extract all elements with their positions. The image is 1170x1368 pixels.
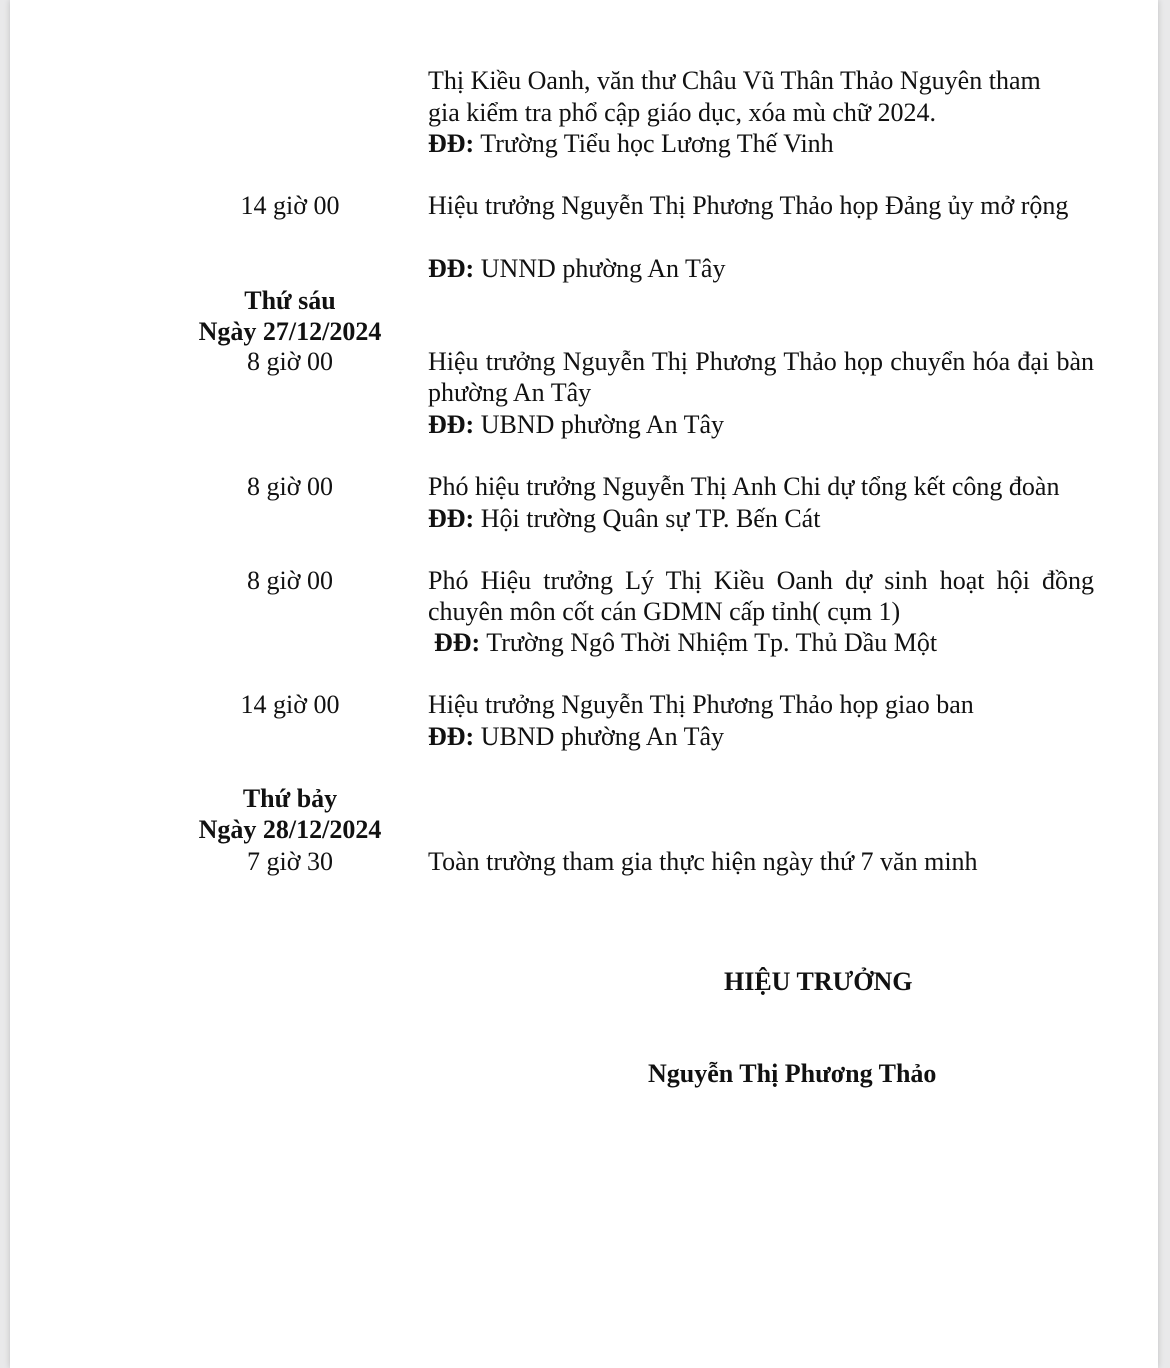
location-label: ĐĐ: xyxy=(428,129,475,158)
event-location xyxy=(428,409,724,440)
event-time: 8 giờ 00 xyxy=(247,566,333,595)
event-location xyxy=(428,253,725,284)
location-text: UBND phường An Tây xyxy=(480,722,725,751)
location-text: Trường Ngô Thời Nhiệm Tp. Thủ Dầu Một xyxy=(486,628,938,657)
event-location xyxy=(428,503,820,534)
location-label: ĐĐ: xyxy=(434,628,481,657)
intro-line-1: Thị Kiều Oanh, văn thư Châu Vũ Thân Thảo Nguyên tham xyxy=(428,66,1041,95)
day-weekday: Thứ sáu xyxy=(244,286,336,315)
location-label: ĐĐ: xyxy=(428,504,475,533)
intro-line-2: gia kiểm tra phổ cập giáo dục, xóa mù chữ 2024. xyxy=(428,98,936,127)
location-text: UNND phường An Tây xyxy=(480,254,726,283)
document-page xyxy=(10,0,1158,1368)
event-time: 8 giờ 00 xyxy=(247,347,333,376)
event-description: Hiệu trưởng Nguyễn Thị Phương Thảo họp giao ban xyxy=(428,690,974,719)
signature-title: HIỆU TRƯỞNG xyxy=(724,967,913,996)
day-date: Ngày 27/12/2024 xyxy=(198,317,382,346)
event-time: 14 giờ 00 xyxy=(240,191,340,220)
intro-location xyxy=(428,128,834,159)
event-time: 8 giờ 00 xyxy=(247,472,333,501)
event-description: Phó hiệu trưởng Nguyễn Thị Anh Chi dự tổng kết công đoàn xyxy=(428,472,1060,501)
location-text: Hội trường Quân sự TP. Bến Cát xyxy=(480,504,821,533)
day-date: Ngày 28/12/2024 xyxy=(198,815,382,844)
event-description: Hiệu trưởng Nguyễn Thị Phương Thảo họp chuyển hóa đại bàn phường An Tây xyxy=(428,347,1094,407)
event-location xyxy=(428,721,724,752)
location-label: ĐĐ: xyxy=(428,722,475,751)
event-description: Phó Hiệu trưởng Lý Thị Kiều Oanh dự sinh hoạt hội đồng chuyên môn cốt cán GDMN cấp tỉnh( cụm 1) xyxy=(428,566,1094,626)
location-label: ĐĐ: xyxy=(428,410,475,439)
location-text: Trường Tiểu học Lương Thế Vinh xyxy=(480,129,834,158)
location-label: ĐĐ: xyxy=(428,254,475,283)
location-text: UBND phường An Tây xyxy=(480,410,725,439)
event-time: 14 giờ 00 xyxy=(240,690,340,719)
event-description: Hiệu trưởng Nguyễn Thị Phương Thảo họp Đảng ủy mở rộng xyxy=(428,191,1069,220)
day-weekday: Thứ bảy xyxy=(242,784,338,813)
event-time: 7 giờ 30 xyxy=(247,847,333,876)
event-description: Toàn trường tham gia thực hiện ngày thứ 7 văn minh xyxy=(428,847,978,876)
event-location xyxy=(434,627,937,658)
signature-name: Nguyễn Thị Phương Thảo xyxy=(648,1059,937,1088)
